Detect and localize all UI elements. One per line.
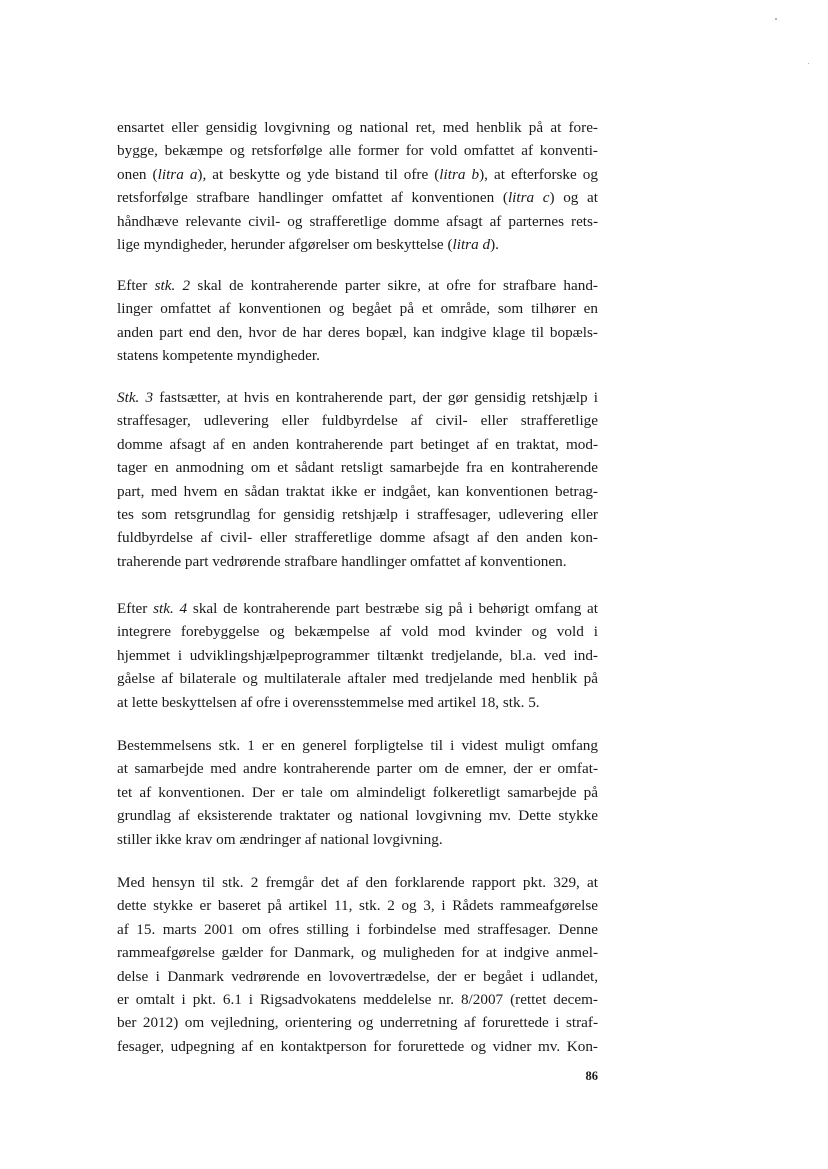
text-line: lige myndigheder, herunder afgørelser om beskyttelse (litra d). (117, 236, 499, 254)
text-line: retsforfølge strafbare handlinger omfattet af konventionen (litra c) og at (117, 189, 599, 207)
paragraph-stk-1-commentary (117, 734, 598, 851)
text-line: anden part end den, hvor de har deres bopæl, kan indgive klage til bopæls- (117, 323, 598, 341)
text-line: domme afsagt af en anden kontraherende part betinget af en traktat, mod- (117, 435, 598, 453)
text-line: Stk. 3 fastsætter, at hvis en kontraherende part, der gør gensidig retshjælp i (117, 389, 598, 406)
italic-reference: litra c (507, 189, 550, 207)
text-line: Efter stk. 2 skal de kontraherende parter sikre, at ofre for strafbare hand- (117, 277, 598, 294)
scan-speck (775, 18, 777, 20)
paragraph-stk-2-commentary (117, 871, 598, 1058)
text-line: integrere forebyggelse og bekæmpelse af vold mod kvinder og vold i (117, 623, 598, 641)
text-line: onen (litra a), at beskytte og yde bistand til ofre (litra b), at efterforske og (117, 165, 598, 183)
text-line: part, med hvem en sådan traktat ikke er indgået, kan konventionen betrag- (117, 482, 598, 500)
text-line: gåelse af bilaterale og multilaterale aftaler med tredjelande med henblik på (117, 670, 598, 688)
text-line: bygge, bekæmpe og retsforfølge alle former for vold omfattet af konventi- (117, 142, 598, 160)
paragraph-stk-2 (117, 274, 598, 368)
text-line: ber 2012) om vejledning, orientering og underretning af forurettede i straf- (117, 1014, 598, 1032)
text-line: hjemmet i udviklingshjælpeprogrammer tiltænkt tredjelande, bl.a. ved ind- (117, 646, 598, 664)
text-line: linger omfattet af konventionen og begået på et område, som tilhører en (117, 300, 598, 318)
paragraph-stk-3 (117, 386, 598, 573)
text-line: ensartet eller gensidig lovgivning og national ret, med henblik på at fore- (117, 119, 598, 136)
text-line: tager en anmodning om et sådant retsligt samarbejde fra en kontraherende (117, 459, 598, 477)
text-line: af 15. marts 2001 om ofres stilling i forbindelse med straffesager. Denne (117, 920, 598, 938)
text-line: at lette beskyttelsen af ofre i overensstemmelse med artikel 18, stk. 5. (117, 693, 540, 711)
text-line: stiller ikke krav om ændringer af national lovgivning. (117, 830, 443, 848)
italic-reference: Stk. 3 (117, 389, 154, 406)
italic-reference: stk. 2 (154, 277, 191, 294)
italic-reference: stk. 4 (153, 600, 188, 617)
text-line: dette stykke er baseret på artikel 11, stk. 2 og 3, i Rådets rammeafgørelse (117, 897, 598, 915)
text-line: fuldbyrdelse af civil- eller strafferetlige domme afsagt af den anden kon- (117, 529, 598, 547)
text-line: Efter stk. 4 skal de kontraherende part bestræbe sig på i behørigt omfang at (117, 600, 599, 617)
text-line: Bestemmelsens stk. 1 er en generel forpligtelse til i videst muligt omfang (117, 737, 598, 754)
text-line: straffesager, udlevering eller fuldbyrdelse af civil- eller strafferetlige (117, 412, 598, 430)
text-line: delse i Danmark vedrørende en lovovertrædelse, der er begået i udlandet, (117, 967, 598, 985)
italic-reference: litra a (157, 165, 198, 183)
text-line: rammeafgørelse gælder for Danmark, og muligheden for at indgive anmel- (117, 944, 598, 962)
text-line: håndhæve relevante civil- og strafferetlige domme afsagt af parternes rets- (117, 212, 598, 230)
text-line: statens kompetente myndigheder. (117, 347, 320, 365)
text-line: er omtalt i pkt. 6.1 i Rigsadvokatens meddelelse nr. 8/2007 (rettet decem- (117, 991, 598, 1009)
text-line: tes som retsgrundlag for gensidig retshjælp i straffesager, udlevering eller (117, 506, 598, 524)
italic-reference: litra d (452, 236, 491, 254)
page-number: 86 (585, 1069, 598, 1083)
scan-speck (808, 63, 809, 64)
text-line: tet af konventionen. Der er tale om almindeligt folkeretligt samarbejde på (117, 783, 598, 801)
paragraph-litra-overview (117, 116, 598, 256)
text-line: grundlag af eksisterende traktater og national lovgivning mv. Dette stykke (117, 807, 598, 825)
text-line: traherende part vedrørende strafbare handlinger omfattet af konventionen. (117, 552, 567, 570)
text-line: at samarbejde med andre kontraherende parter om de emner, der er omfat- (117, 760, 598, 778)
italic-reference: litra b (439, 165, 480, 183)
paragraph-stk-4 (117, 597, 598, 714)
text-line: Med hensyn til stk. 2 fremgår det af den forklarende rapport pkt. 329, at (117, 874, 598, 891)
text-line: fesager, udpegning af en kontaktperson for forurettede og vidner mv. Kon- (117, 1037, 598, 1055)
